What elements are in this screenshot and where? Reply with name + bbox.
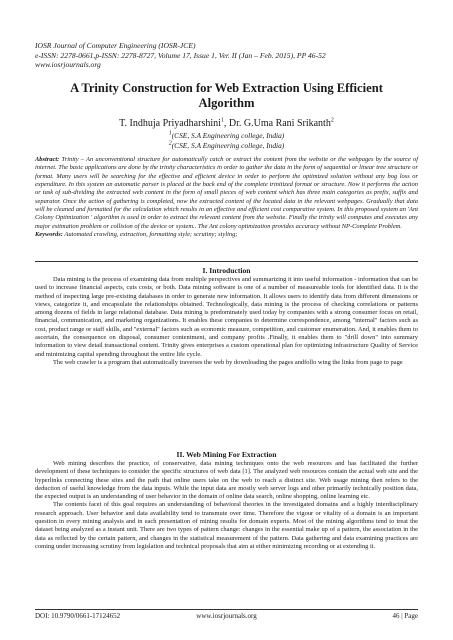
section-heading-web-mining: II. Web Mining For Extraction: [176, 450, 277, 459]
abstract-text: Trinity – An unconventional structure for automatically catch or extract the content from the website or the webpages by the source of internet. The basic applications are done by the trinity characteristics in order to gather the data in the form of sequential or linear tree structure or format. Many users will be searching for the effective and efficient device in order to perform the optimized solution without any bog loss or expenditure. In this system an automatic parser is placed at the back end of the complete trinitized format or structure. Now it performs the action or task of sub-dividing the extracted web content in the form of small pieces of web content which has three main categories as prefix, suffix and separator. Once the action of gathering is completed, now the extracted content of the located data in the relevant webpages. Gradually that data will be cleaned and formatted for the calculation which results in an effective and efficient cost comparative system. In this proposed system an 'Ant Colony Optimization ' algorithm is used in order to extract the relevant content from the website. Finally the trinity will computes and executes any major estimation problem or collision of the device or system.. The Ant colony optimization provides accuracy without NP-Complete Problem.: [35, 156, 418, 230]
body-paragraph: Data mining is the process of examining data from multiple perspectives and summarizing it into useful information - information that can be used to increase financial aspects, cuts costs, or both. Data mining software is one of a number of measureable tools for identified data. It is the method of inspecting large pre-existing databases in order to generate new information. It allows users to identify data from different dimensions or views, categorize it, and encapsulate the relationships obtained. Technologically, data mining is the process of checking correlations or patterns among dozens of fields in large relational database. Data mining is predominately used today by companies with a strong consumer focus on retail, financial, communication, and marketing organizations. It enables these companies to determine correspondence, among "internal" factors such as cost, product range or staff skills, and "external" factors such as economic measure, competition, and customer enumeration. And, it enables them to ascertain, the consequence on disposal, consumer contentment, and company profits .Finally, it enables them to "drill down" into summary information to view detail transactional content. Trinity gives enterprises a custom operational plan for optimizing infrastructure Quality of Service and minimizing capital spending throughout the entire life cycle.: [35, 276, 418, 358]
body-paragraph: The web crawler is a program that automatically traverses the web by downloading the pages andfollo wing the links from page to page: [53, 358, 403, 366]
footer-page-number: 46 | Page: [392, 612, 418, 620]
affiliation-2-sup: 2: [168, 140, 172, 147]
author-list: [30, 118, 423, 130]
abstract-divider: [35, 261, 418, 262]
section-body-introduction: [35, 276, 418, 367]
footer-doi: DOI: 10.9790/0661-17124652: [35, 612, 121, 620]
body-paragraph: The contents facet of this goal requires an understanding of behavioral theories in the investigated domains and a highly interdisciplinary research approach. User behavior and data availability tend to transmute over time. Therefore the vigour or vitality of a domain is an important question in every mining analysis and in each presentation of mining results for domain experts. Most of the mining algorithms tend to treat the dataset being analyzed as a instant unit. There are two types of pattern change: changes in the essential make up of a pattern, the association in the data as reflected by the certain pattern, and changes in the statistical measurement of the pattern. Data gathering and data examining practices are coming under increasing scrutiny from legislation and technical proposals that aim at either minimizing recording or at extending it.: [35, 501, 418, 550]
abstract-label: Abstract:: [35, 156, 60, 163]
author-separator: , Dr. G.Uma Rani Srikanth: [223, 118, 331, 129]
journal-name: IOSR Journal of Computer Engineering (IOSR-JCE): [35, 41, 196, 50]
author-2-sup: 2: [330, 117, 334, 124]
abstract-block: [35, 156, 418, 239]
title-line-2: Algorithm: [198, 96, 255, 110]
affiliation-1: [30, 131, 423, 141]
title-line-1: A Trinity Construction for Web Extraction Using Efficient: [70, 81, 383, 95]
keywords-label: Keywords:: [35, 231, 63, 239]
affiliation-1-sup: 1: [168, 130, 172, 137]
journal-issn: e-ISSN: 2278-0661,p-ISSN: 2278-8727, Volume 17, Issue 1, Ver. II (Jan – Feb. 2015), PP 46-52: [35, 50, 326, 60]
body-paragraph: Web mining describes the practice, of conservative, data mining techniques onto the web resources and has facilitated the further development of these techniques to consider the specific structures of web data [1]. The analyzed web resources contain the actual web site and the hyperlinks connecting these sites and the path that online users take on the web to reach a distinct site. Web usage mining then refers to the deduction of useful knowledge from the data inputs. While the input data are mostly web server logs and other primarily technically position data, the expected output is an understanding of user behavior in the domain of online data search, online shopping, online learning etc.: [35, 460, 418, 501]
paper-title: [30, 81, 423, 111]
affiliation-1-text: (CSE, S.A Engineering college, India): [171, 131, 285, 140]
keywords-text: Automated crawling, extraction, formatting style; scrutiny; styling;: [64, 231, 238, 239]
affiliation-2-text: (CSE, S.A Engineering college, India): [171, 140, 285, 150]
abstract-paragraph: [35, 156, 418, 231]
affiliation-2: [30, 141, 423, 151]
journal-header: [35, 41, 415, 70]
keywords-line: [35, 231, 418, 239]
author-1-sup: 1: [220, 117, 224, 124]
footer-divider: [35, 609, 418, 610]
section-body-web-mining: [35, 460, 418, 551]
footer-site: www.iosrjournals.org: [196, 612, 257, 620]
author-1: T. Indhuja Priyadharshini: [119, 118, 221, 129]
journal-site: www.iosrjournals.org: [35, 60, 101, 70]
affiliations: [30, 131, 423, 150]
section-heading-introduction: I. Introduction: [202, 266, 251, 275]
